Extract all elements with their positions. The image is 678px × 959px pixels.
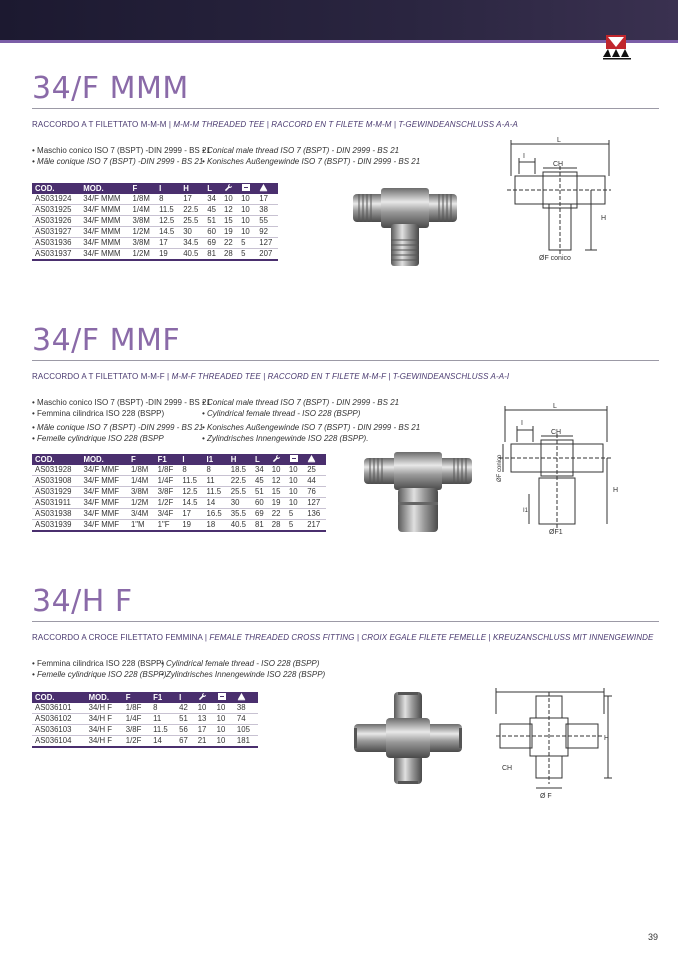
tee-fitting-photo — [345, 180, 465, 270]
bullet-item: • Maschio conico ISO 7 (BSPT) -DIN 2999 - BS 21 — [32, 146, 211, 155]
table-cell: AS036102 — [32, 714, 86, 725]
table-cell: 14 — [150, 736, 176, 748]
tee-fitting-female-photo — [358, 446, 478, 536]
column-header: COD. — [32, 692, 86, 703]
bag-icon — [234, 692, 258, 703]
tee-female-technical-drawing — [495, 402, 620, 537]
table-row — [32, 703, 258, 714]
bullets-right — [161, 658, 325, 680]
table-cell: 51 — [252, 487, 269, 498]
bag-icon — [256, 183, 278, 194]
table-cell: 56 — [176, 725, 195, 736]
table-cell: 3/8F — [155, 487, 180, 498]
subtitle-translations: M-M-F THREADED TEE | RACCORD EN T FILETE M-M-F | T-GEWINDEANSCHLUSS A-A-I — [171, 372, 510, 381]
table-cell: 136 — [304, 509, 326, 520]
table-cell: 10 — [286, 476, 304, 487]
table-cell: 12 — [221, 205, 238, 216]
table-cell: 30 — [228, 498, 252, 509]
bullets-left — [32, 658, 166, 680]
table-cell: 10 — [214, 725, 234, 736]
table-header-row — [32, 183, 278, 194]
table-cell: 42 — [176, 703, 195, 714]
bullet-item: • Mâle conique ISO 7 (BSPT) -DIN 2999 - BS 21 — [32, 423, 204, 432]
table-cell: 10 — [195, 703, 214, 714]
table-cell: 51 — [204, 216, 221, 227]
subtitle-translations: FEMALE THREADED CROSS FITTING | CROIX EGALE FILETE FEMELLE | KREUZANSCHLUSS MIT INNENGEWINDE — [209, 633, 654, 642]
section-rule — [32, 108, 659, 109]
cross-technical-drawing — [492, 684, 617, 804]
table-cell: 38 — [234, 703, 258, 714]
section-subtitle — [32, 633, 653, 642]
table-cell: 34/F MMF — [80, 487, 127, 498]
section-rule — [32, 621, 659, 622]
table-cell: 45 — [204, 205, 221, 216]
column-header: H — [228, 454, 252, 465]
table-cell: AS036104 — [32, 736, 86, 748]
table-cell: 34/H F — [86, 714, 123, 725]
table-row — [32, 487, 326, 498]
table-cell: 67 — [176, 736, 195, 748]
bullets-right — [202, 145, 420, 167]
table-cell: 76 — [304, 487, 326, 498]
table-row — [32, 194, 278, 205]
table-cell: 25 — [304, 465, 326, 476]
bullets-left — [32, 145, 211, 167]
section-title: 34/F MMM — [32, 71, 189, 106]
table-cell: 34/F MMF — [80, 498, 127, 509]
wrench-icon — [269, 454, 286, 465]
table-cell: 22.5 — [180, 205, 204, 216]
subtitle-translations: M-M-M THREADED TEE | RACCORD EN T FILETE M-M-M | T-GEWINDEANSCHLUSS A-A-A — [173, 120, 518, 129]
table-cell: 1/4F — [123, 714, 150, 725]
table-cell: 1/2M — [130, 227, 157, 238]
table-cell: 34.5 — [180, 238, 204, 249]
table-cell: AS031937 — [32, 249, 80, 261]
table-cell: 1/8F — [123, 703, 150, 714]
table-cell: 15 — [221, 216, 238, 227]
section-rule — [32, 360, 659, 361]
table-cell: 5 — [238, 249, 256, 261]
table-row — [32, 476, 326, 487]
table-cell: 10 — [286, 487, 304, 498]
table-cell: AS031927 — [32, 227, 80, 238]
table-cell: AS031938 — [32, 509, 80, 520]
tee-technical-drawing — [505, 136, 615, 266]
table-cell: 11.5 — [179, 476, 203, 487]
table-row — [32, 714, 258, 725]
cross-fitting-photo — [348, 688, 468, 788]
table-cell: 12 — [269, 476, 286, 487]
table-cell: 10 — [269, 465, 286, 476]
table-cell: 10 — [286, 498, 304, 509]
table-cell: 69 — [252, 509, 269, 520]
table-cell: AS031929 — [32, 487, 80, 498]
dim-label-i: I — [523, 153, 525, 160]
box-icon — [286, 454, 304, 465]
bullet-item: • Mâle conique ISO 7 (BSPT) -DIN 2999 - BS 21 — [32, 157, 204, 166]
table-cell: 127 — [304, 498, 326, 509]
table-cell: 22.5 — [228, 476, 252, 487]
bullet-item: • Femmina cilindrica ISO 228 (BSPP) — [32, 409, 165, 418]
box-icon — [214, 692, 234, 703]
table-cell: 1/4M — [130, 205, 157, 216]
bullet-item: • Conical male thread ISO 7 (BSPT) - DIN 2999 - BS 21 — [202, 398, 400, 407]
table-cell: 1/2M — [130, 249, 157, 261]
table-row — [32, 249, 278, 261]
table-cell: 44 — [304, 476, 326, 487]
table-row — [32, 725, 258, 736]
table-cell: 92 — [256, 227, 278, 238]
bullet-item: • Femelle cylindrique ISO 228 (BSPP) — [32, 670, 167, 679]
table-row — [32, 465, 326, 476]
table-cell: 1"F — [155, 520, 180, 532]
table-cell: AS031926 — [32, 216, 80, 227]
dim-label-ch: CH — [551, 429, 562, 436]
table-cell: 207 — [256, 249, 278, 261]
table-cell: 35.5 — [228, 509, 252, 520]
table-cell: 40.5 — [180, 249, 204, 261]
table-cell: 34/F MMM — [80, 216, 129, 227]
wrench-icon — [195, 692, 214, 703]
table-cell: 3/4M — [128, 509, 155, 520]
table-cell: 12.5 — [156, 216, 180, 227]
table-cell: AS031924 — [32, 194, 80, 205]
dim-label-ch: CH — [553, 161, 564, 168]
table-cell: 16.5 — [204, 509, 228, 520]
table-cell: 1/2F — [123, 736, 150, 748]
table-cell: 181 — [234, 736, 258, 748]
table-cell: AS036103 — [32, 725, 86, 736]
dim-label-f1: ØF1 — [549, 529, 563, 536]
column-header: F — [128, 454, 155, 465]
box-icon — [238, 183, 256, 194]
table-cell: 74 — [234, 714, 258, 725]
bullet-item: • Cylindrical female thread - ISO 228 (BSPP) — [202, 409, 361, 418]
table-cell: 10 — [238, 227, 256, 238]
table-cell: 22 — [221, 238, 238, 249]
column-header: F — [130, 183, 157, 194]
table-row — [32, 205, 278, 216]
column-header: I — [176, 692, 195, 703]
top-banner — [0, 0, 678, 40]
table-cell: 1/4F — [155, 476, 180, 487]
column-header: MOD. — [80, 454, 127, 465]
table-cell: 1"M — [128, 520, 155, 532]
table-cell: 5 — [286, 509, 304, 520]
table-cell: AS031939 — [32, 520, 80, 532]
section-subtitle — [32, 372, 509, 381]
table-header-row — [32, 454, 326, 465]
bullet-item: • Conical male thread ISO 7 (BSPT) - DIN 2999 - BS 21 — [202, 146, 400, 155]
table-cell: 1/8M — [130, 194, 157, 205]
table-cell: 8 — [150, 703, 176, 714]
bullet-item: • Femelle cylindrique ISO 228 (BSPP — [32, 434, 164, 443]
dim-label-f: ØF conico — [497, 454, 503, 482]
column-header: L — [252, 454, 269, 465]
spec-table — [32, 454, 326, 532]
table-cell: 14.5 — [156, 227, 180, 238]
table-cell: AS031911 — [32, 498, 80, 509]
wrench-icon — [221, 183, 238, 194]
table-cell: 18.5 — [228, 465, 252, 476]
column-header: F — [123, 692, 150, 703]
column-header: COD. — [32, 454, 80, 465]
table-row — [32, 238, 278, 249]
dim-label-i: I — [521, 420, 523, 427]
table-cell: 1/2M — [128, 498, 155, 509]
table-cell: 10 — [214, 736, 234, 748]
section-subtitle — [32, 120, 518, 129]
table-cell: 3/8M — [130, 238, 157, 249]
bullet-item: • Maschio conico ISO 7 (BSPT) -DIN 2999 - BS 21 — [32, 398, 211, 407]
table-cell: 1/8M — [128, 465, 155, 476]
table-cell: 11 — [204, 476, 228, 487]
bag-icon — [304, 454, 326, 465]
table-cell: 45 — [252, 476, 269, 487]
table-cell: AS031925 — [32, 205, 80, 216]
dim-label-f: Ø F — [540, 793, 552, 800]
table-cell: 105 — [234, 725, 258, 736]
table-cell: 8 — [179, 465, 203, 476]
table-cell: 19 — [269, 498, 286, 509]
table-cell: 22 — [269, 509, 286, 520]
table-cell: 51 — [176, 714, 195, 725]
table-cell: 17 — [195, 725, 214, 736]
subtitle-italian: RACCORDO A CROCE FILETTATO FEMMINA | — [32, 633, 210, 642]
column-header: I — [156, 183, 180, 194]
bullet-item: • Konisches Außengewinde ISO 7 (BSPT) - DIN 2999 - BS 21 — [202, 423, 421, 432]
brand-logo — [602, 33, 634, 61]
table-cell: 18 — [204, 520, 228, 532]
table-cell: 10 — [238, 205, 256, 216]
column-header: L — [204, 183, 221, 194]
table-cell: 13 — [195, 714, 214, 725]
table-cell: 17 — [156, 238, 180, 249]
table-cell: 1/4M — [128, 476, 155, 487]
section-title: 34/F MMF — [32, 323, 181, 358]
column-header: F1 — [150, 692, 176, 703]
table-cell: 15 — [269, 487, 286, 498]
table-cell: 11.5 — [204, 487, 228, 498]
table-cell: 19 — [179, 520, 203, 532]
table-cell: 10 — [238, 216, 256, 227]
table-cell: 17 — [180, 194, 204, 205]
table-cell: 34 — [204, 194, 221, 205]
column-header: H — [180, 183, 204, 194]
bullets-left — [32, 397, 211, 444]
table-row — [32, 227, 278, 238]
table-cell: 19 — [221, 227, 238, 238]
table-cell: 11 — [150, 714, 176, 725]
table-cell: 28 — [221, 249, 238, 261]
table-cell: 17 — [256, 194, 278, 205]
dim-label-l: L — [553, 403, 557, 410]
table-cell: 14.5 — [179, 498, 203, 509]
table-cell: 3/4F — [155, 509, 180, 520]
column-header: I1 — [204, 454, 228, 465]
table-cell: 10 — [214, 703, 234, 714]
table-cell: 3/8M — [130, 216, 157, 227]
table-cell: 1/8F — [155, 465, 180, 476]
table-cell: 34/F MMM — [80, 227, 129, 238]
table-cell: 34/F MMF — [80, 520, 127, 532]
column-header: F1 — [155, 454, 180, 465]
table-row — [32, 498, 326, 509]
table-cell: 11.5 — [150, 725, 176, 736]
table-cell: 81 — [252, 520, 269, 532]
column-header: MOD. — [86, 692, 123, 703]
table-cell: AS031908 — [32, 476, 80, 487]
table-cell: 10 — [238, 194, 256, 205]
table-cell: 34 — [252, 465, 269, 476]
table-cell: 21 — [195, 736, 214, 748]
table-cell: 60 — [204, 227, 221, 238]
table-cell: 25.5 — [180, 216, 204, 227]
table-cell: AS036101 — [32, 703, 86, 714]
table-cell: 8 — [204, 465, 228, 476]
table-cell: 38 — [256, 205, 278, 216]
table-cell: 34/F MMF — [80, 476, 127, 487]
dim-label-i1: I1 — [523, 508, 529, 514]
page-number: 39 — [648, 932, 659, 942]
table-cell: 34/H F — [86, 736, 123, 748]
table-cell: 3/8F — [123, 725, 150, 736]
dim-label-h: H — [613, 487, 619, 494]
table-cell: 69 — [204, 238, 221, 249]
table-cell: 30 — [180, 227, 204, 238]
table-cell: 17 — [179, 509, 203, 520]
table-cell: 34/F MMF — [80, 509, 127, 520]
dim-label-l: L — [557, 137, 561, 144]
table-cell: 14 — [204, 498, 228, 509]
column-header: I — [179, 454, 203, 465]
bullet-item: • Cylindrical female thread - ISO 228 (BSPP) — [161, 659, 320, 668]
column-header: COD. — [32, 183, 80, 194]
subtitle-italian: RACCORDO A T FILETTATO M-M-M | — [32, 120, 174, 129]
table-cell: 3/8M — [128, 487, 155, 498]
table-cell: 40.5 — [228, 520, 252, 532]
table-cell: 34/H F — [86, 725, 123, 736]
table-row — [32, 216, 278, 227]
table-cell: 34/H F — [86, 703, 123, 714]
table-cell: 81 — [204, 249, 221, 261]
table-cell: 25.5 — [228, 487, 252, 498]
table-cell: 34/F MMM — [80, 205, 129, 216]
table-cell: 34/F MMM — [80, 194, 129, 205]
table-header-row — [32, 692, 258, 703]
section-title: 34/H F — [32, 584, 133, 619]
spec-table — [32, 692, 258, 748]
dim-label-h: H — [601, 215, 607, 222]
table-cell: 34/F MMM — [80, 238, 129, 249]
table-cell: 217 — [304, 520, 326, 532]
table-row — [32, 520, 326, 532]
table-cell: 12.5 — [179, 487, 203, 498]
subtitle-italian: RACCORDO A T FILETTATO M-M-F | — [32, 372, 172, 381]
table-cell: 55 — [256, 216, 278, 227]
table-cell: 5 — [286, 520, 304, 532]
spec-table — [32, 183, 278, 261]
table-cell: 11.5 — [156, 205, 180, 216]
table-cell: 1/2F — [155, 498, 180, 509]
table-cell: AS031936 — [32, 238, 80, 249]
bullets-right — [202, 397, 420, 444]
dim-label-ch: CH — [502, 765, 513, 772]
table-cell: 60 — [252, 498, 269, 509]
table-row — [32, 509, 326, 520]
dim-label-f: ØF conico — [539, 255, 571, 262]
table-cell: 28 — [269, 520, 286, 532]
dim-label-h: H — [604, 735, 610, 742]
table-cell: 34/F MMF — [80, 465, 127, 476]
bullet-item: • Zylindrisches Innengewinde ISO 228 (BSPP) — [161, 670, 326, 679]
table-cell: 34/F MMM — [80, 249, 129, 261]
table-cell: 127 — [256, 238, 278, 249]
bullet-item: • Zylindrisches Innengewinde ISO 228 (BSPP). — [202, 434, 369, 443]
table-cell: 10 — [286, 465, 304, 476]
table-cell: 5 — [238, 238, 256, 249]
table-cell: 19 — [156, 249, 180, 261]
table-row — [32, 736, 258, 748]
top-accent-line — [0, 40, 678, 43]
table-cell: 8 — [156, 194, 180, 205]
table-cell: AS031928 — [32, 465, 80, 476]
column-header: MOD. — [80, 183, 129, 194]
bullet-item: • Femmina cilindrica ISO 228 (BSPP) — [32, 659, 165, 668]
table-cell: 10 — [214, 714, 234, 725]
table-cell: 10 — [221, 194, 238, 205]
bullet-item: • Konisches Außengewinde ISO 7 (BSPT) - DIN 2999 - BS 21 — [202, 157, 421, 166]
